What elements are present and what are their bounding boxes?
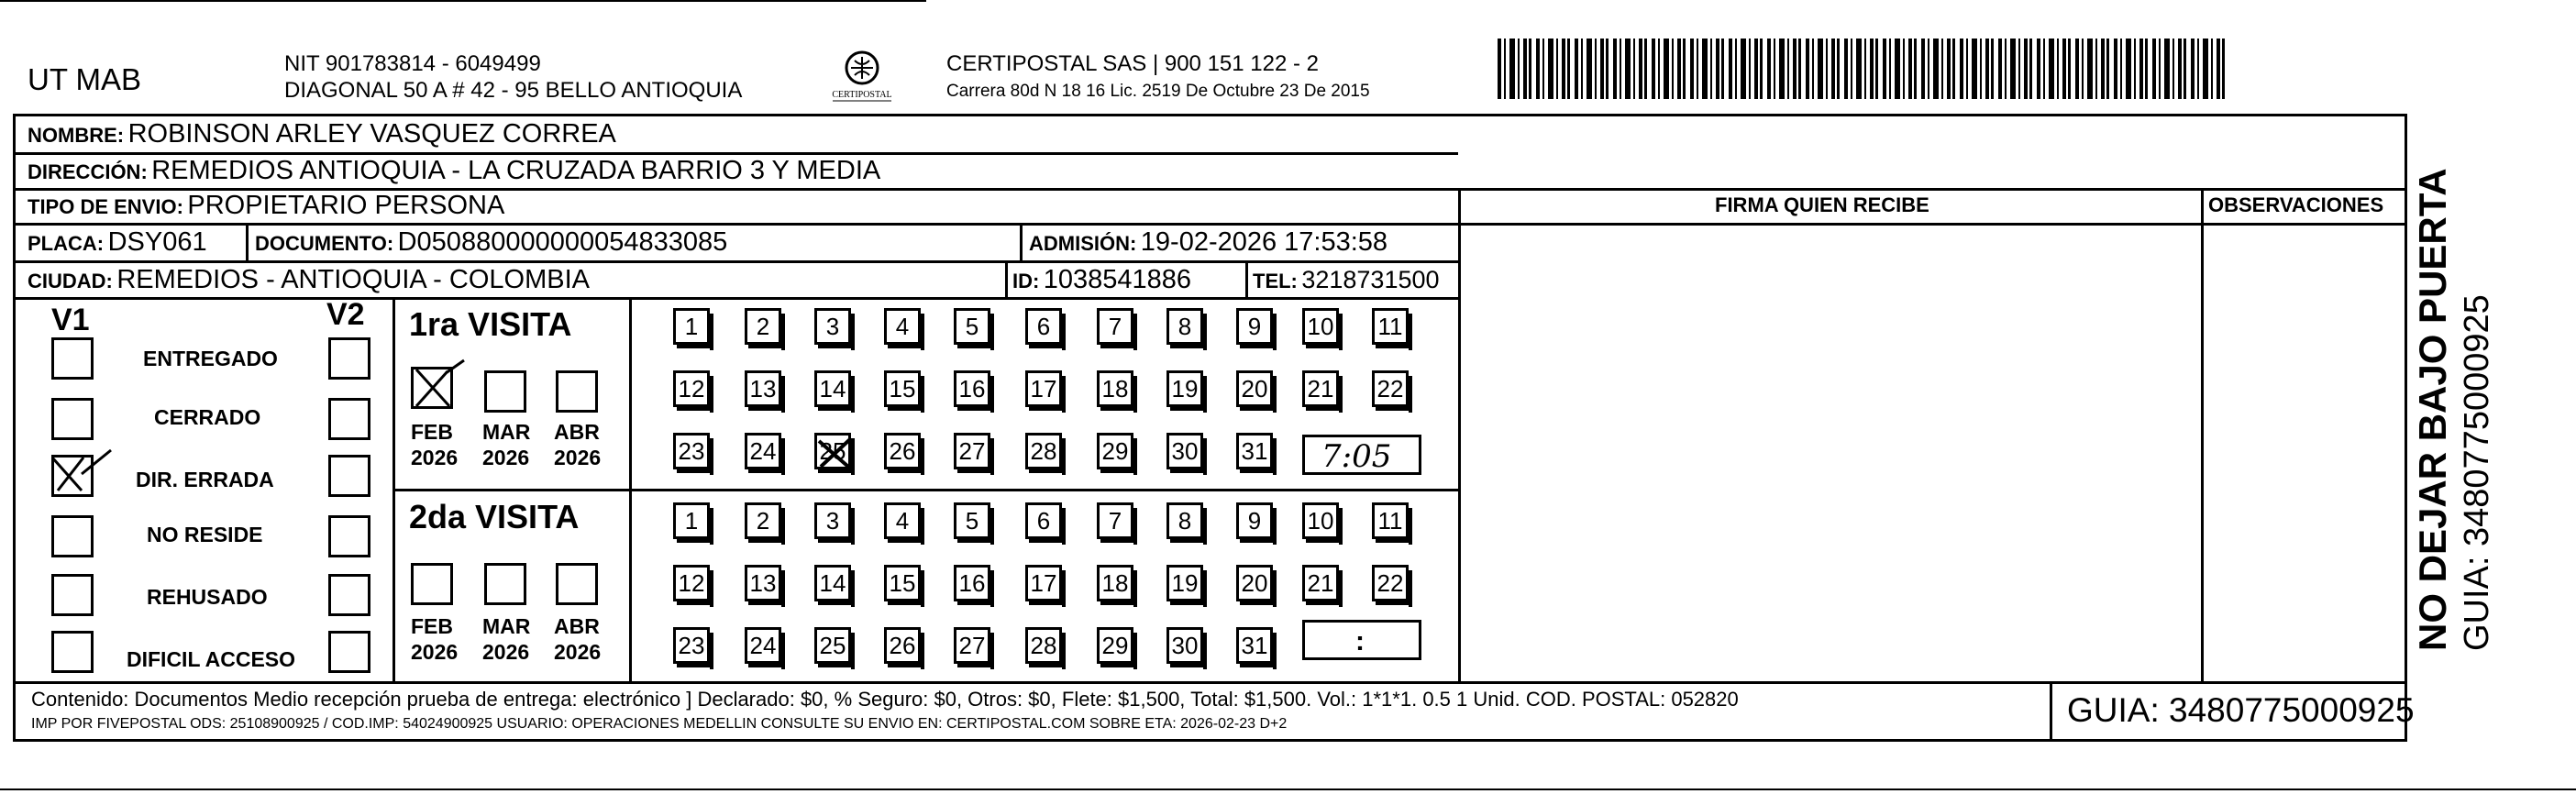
day-number: 11 bbox=[1377, 312, 1403, 340]
first-visit-day-19[interactable] bbox=[1166, 370, 1203, 407]
second-visit-day-14[interactable] bbox=[814, 565, 851, 601]
day-number: 16 bbox=[958, 374, 986, 403]
first-visit-day-30[interactable] bbox=[1166, 433, 1203, 469]
status-entregado: ENTREGADO bbox=[143, 347, 278, 370]
certipostal-logo bbox=[816, 48, 908, 105]
cell-divider bbox=[1020, 223, 1023, 260]
second-visit-day-31[interactable] bbox=[1236, 627, 1273, 664]
day-number: 12 bbox=[678, 568, 705, 597]
day-number: 5 bbox=[965, 312, 979, 340]
second-visit-day-24[interactable] bbox=[745, 627, 781, 664]
second-visit-day-21[interactable] bbox=[1302, 565, 1339, 601]
v1-header: V1 bbox=[51, 303, 90, 337]
first-year-abr: 2026 bbox=[554, 446, 602, 469]
day-number: 9 bbox=[1247, 506, 1262, 535]
placa-row bbox=[28, 229, 207, 256]
first-visit-day-6[interactable] bbox=[1025, 308, 1062, 345]
first-visit-time: 7:05 bbox=[1321, 438, 1392, 475]
day-number: 13 bbox=[749, 374, 777, 403]
ciudad-row bbox=[28, 267, 590, 293]
second-visit-time: : bbox=[1355, 626, 1365, 656]
second-visit-title: 2da VISITA bbox=[409, 498, 580, 535]
id-label: ID: bbox=[1012, 270, 1040, 292]
status-dificil-acceso: DIFICIL ACCESO bbox=[127, 647, 296, 671]
first-month-mar: MAR bbox=[482, 420, 531, 444]
day-number: 28 bbox=[1030, 631, 1057, 659]
footer-divider bbox=[2050, 681, 2052, 742]
second-visit-day-18[interactable] bbox=[1097, 565, 1133, 601]
first-year-mar: 2026 bbox=[482, 446, 530, 469]
second-visit-day-15[interactable] bbox=[884, 565, 921, 601]
second-visit-day-26[interactable] bbox=[884, 627, 921, 664]
direccion-label: DIRECCIÓN: bbox=[28, 160, 148, 183]
day-number: 27 bbox=[958, 631, 986, 659]
day-number: 11 bbox=[1377, 506, 1403, 535]
row-line bbox=[13, 260, 1458, 263]
day-number: 17 bbox=[1030, 374, 1057, 403]
second-month-abr: ABR bbox=[554, 614, 600, 638]
day-number: 21 bbox=[1307, 568, 1334, 597]
visit-separator bbox=[392, 489, 1458, 491]
first-visit-day-5[interactable] bbox=[954, 308, 990, 345]
second-visit-day-16[interactable] bbox=[954, 565, 990, 601]
day-number: 23 bbox=[678, 631, 705, 659]
day-number: 5 bbox=[965, 506, 979, 535]
second-visit-day-12[interactable] bbox=[673, 565, 710, 601]
first-visit-day-22[interactable] bbox=[1372, 370, 1409, 407]
first-visit-time-box[interactable] bbox=[1302, 435, 1421, 475]
day-number: 24 bbox=[749, 631, 777, 659]
day-number: 7 bbox=[1108, 506, 1122, 535]
frame-top bbox=[13, 114, 2407, 116]
first-visit-day-10[interactable] bbox=[1302, 308, 1339, 345]
day-number: 22 bbox=[1376, 374, 1404, 403]
day-number: 10 bbox=[1307, 312, 1334, 340]
tel-row bbox=[1253, 268, 1440, 292]
second-visit-day-27[interactable] bbox=[954, 627, 990, 664]
second-visit-day-20[interactable] bbox=[1236, 565, 1273, 601]
day-number: 4 bbox=[895, 312, 910, 340]
v2-rehusado-checkbox[interactable] bbox=[328, 574, 370, 616]
id-value: 1038541886 bbox=[1043, 265, 1192, 294]
day-number: 29 bbox=[1101, 436, 1129, 465]
tipo-value: PROPIETARIO PERSONA bbox=[187, 191, 505, 220]
day-number: 16 bbox=[958, 568, 986, 597]
first-month-feb: FEB bbox=[411, 420, 453, 444]
documento-label: DOCUMENTO: bbox=[255, 232, 394, 255]
day-number: 30 bbox=[1171, 436, 1199, 465]
first-visit-day-14[interactable] bbox=[814, 370, 851, 407]
day-number: 21 bbox=[1307, 374, 1334, 403]
documento-row bbox=[255, 229, 727, 256]
nombre-label: NOMBRE: bbox=[28, 124, 125, 147]
v1-rehusado-checkbox[interactable] bbox=[51, 574, 94, 616]
second-visit-day-3[interactable] bbox=[814, 502, 851, 539]
status-rehusado: REHUSADO bbox=[147, 585, 268, 609]
first-visit-day-23[interactable] bbox=[673, 433, 710, 469]
id-row bbox=[1012, 267, 1191, 293]
first-visit-day-8[interactable] bbox=[1166, 308, 1203, 345]
day-number: 2 bbox=[756, 312, 770, 340]
tel-value: 3218731500 bbox=[1301, 266, 1440, 293]
v1-entregado-checkbox[interactable] bbox=[51, 337, 94, 380]
footer-line bbox=[13, 681, 2407, 684]
side-guia: GUIA: 3480775000925 bbox=[2458, 294, 2496, 651]
first-visit-mar-checkbox[interactable] bbox=[484, 370, 526, 413]
first-visit-day-12[interactable] bbox=[673, 370, 710, 407]
first-visit-day-13[interactable] bbox=[745, 370, 781, 407]
column-divider bbox=[1458, 188, 1461, 681]
cell-divider bbox=[1245, 260, 1248, 297]
documento-value: D050880000000054833085 bbox=[397, 227, 728, 257]
second-visit-day-10[interactable] bbox=[1302, 502, 1339, 539]
direccion-row bbox=[28, 158, 880, 184]
tel-label: TEL: bbox=[1253, 270, 1298, 292]
first-visit-day-3[interactable] bbox=[814, 308, 851, 345]
nombre-value: ROBINSON ARLEY VASQUEZ CORREA bbox=[127, 119, 616, 149]
second-month-mar: MAR bbox=[482, 614, 531, 638]
top-edge-line bbox=[0, 0, 926, 2]
day-number: 14 bbox=[819, 568, 846, 597]
barcode bbox=[1498, 39, 2227, 99]
first-year-feb: 2026 bbox=[411, 446, 459, 469]
day-number: 31 bbox=[1241, 436, 1268, 465]
first-visit-day-9[interactable] bbox=[1236, 308, 1273, 345]
day-number: 30 bbox=[1171, 631, 1199, 659]
company-address: DIAGONAL 50 A # 42 - 95 BELLO ANTIOQUIA bbox=[284, 78, 743, 103]
ciudad-label: CIUDAD: bbox=[28, 270, 113, 292]
footer-guia: GUIA: 3480775000925 bbox=[2067, 691, 2415, 729]
day-number: 27 bbox=[958, 436, 986, 465]
day-number: 17 bbox=[1030, 568, 1057, 597]
bottom-edge-line bbox=[0, 788, 2576, 790]
cell-divider bbox=[246, 223, 249, 260]
second-visit-day-7[interactable] bbox=[1097, 502, 1133, 539]
second-visit-day-23[interactable] bbox=[673, 627, 710, 664]
v1-dir-errada-checkbox[interactable] bbox=[51, 455, 94, 497]
v1-no-reside-checkbox[interactable] bbox=[51, 515, 94, 557]
second-year-abr: 2026 bbox=[554, 640, 602, 664]
side-warning: NO DEJAR BAJO PUERTA bbox=[2411, 168, 2454, 651]
second-visit-time-box[interactable] bbox=[1302, 620, 1421, 660]
second-visit-abr-checkbox[interactable] bbox=[556, 563, 598, 605]
first-visit-day-28[interactable] bbox=[1025, 433, 1062, 469]
side-panel bbox=[2411, 138, 2502, 651]
handwritten-x-mark bbox=[411, 360, 466, 406]
v2-dir-errada-checkbox[interactable] bbox=[328, 455, 370, 497]
second-visit-day-29[interactable] bbox=[1097, 627, 1133, 664]
first-visit-day-31[interactable] bbox=[1236, 433, 1273, 469]
frame-bottom bbox=[13, 739, 2407, 742]
first-visit-day-25[interactable] bbox=[814, 433, 851, 469]
frame-right bbox=[2405, 114, 2407, 742]
second-year-mar: 2026 bbox=[482, 640, 530, 664]
first-visit-day-18[interactable] bbox=[1097, 370, 1133, 407]
first-visit-day-11[interactable] bbox=[1372, 308, 1409, 345]
handwritten-check-mark bbox=[49, 448, 113, 494]
second-month-feb: FEB bbox=[411, 614, 453, 638]
first-visit-day-4[interactable] bbox=[884, 308, 921, 345]
day-number: 8 bbox=[1177, 506, 1192, 535]
company-nit: NIT 901783814 - 6049499 bbox=[284, 51, 541, 76]
tipo-label: TIPO DE ENVIO: bbox=[28, 195, 183, 218]
day-number: 1 bbox=[684, 312, 699, 340]
first-visit-day-15[interactable] bbox=[884, 370, 921, 407]
admision-row bbox=[1029, 229, 1388, 256]
day-number: 6 bbox=[1036, 506, 1051, 535]
ciudad-value: REMEDIOS - ANTIOQUIA - COLOMBIA bbox=[116, 265, 590, 294]
first-visit-day-29[interactable] bbox=[1097, 433, 1133, 469]
day-number: 14 bbox=[819, 374, 846, 403]
day-number: 24 bbox=[749, 436, 777, 465]
company-name: UT MAB bbox=[28, 62, 142, 96]
second-visit-mar-checkbox[interactable] bbox=[484, 563, 526, 605]
day-number: 29 bbox=[1101, 631, 1129, 659]
day-number: 15 bbox=[889, 374, 916, 403]
second-visit-day-17[interactable] bbox=[1025, 565, 1062, 601]
day-number: 26 bbox=[889, 436, 916, 465]
first-visit-day-16[interactable] bbox=[954, 370, 990, 407]
day-number: 26 bbox=[889, 631, 916, 659]
day-number: 3 bbox=[825, 506, 840, 535]
status-dir-errada: DIR. ERRADA bbox=[136, 468, 274, 491]
nombre-row bbox=[28, 121, 616, 148]
second-visit-day-30[interactable] bbox=[1166, 627, 1203, 664]
row-line bbox=[13, 152, 1458, 155]
first-visit-day-20[interactable] bbox=[1236, 370, 1273, 407]
second-visit-day-11[interactable] bbox=[1372, 502, 1409, 539]
v2-cerrado-checkbox[interactable] bbox=[328, 398, 370, 440]
v2-no-reside-checkbox[interactable] bbox=[328, 515, 370, 557]
handwritten-x-mark bbox=[812, 432, 857, 472]
second-year-feb: 2026 bbox=[411, 640, 459, 664]
placa-label: PLACA: bbox=[28, 232, 105, 255]
day-number: 13 bbox=[749, 568, 777, 597]
direccion-value: REMEDIOS ANTIOQUIA - LA CRUZADA BARRIO 3 Y MEDIA bbox=[151, 156, 881, 185]
day-number: 18 bbox=[1101, 568, 1129, 597]
second-visit-day-19[interactable] bbox=[1166, 565, 1203, 601]
day-number: 8 bbox=[1177, 312, 1192, 340]
second-visit-day-5[interactable] bbox=[954, 502, 990, 539]
first-visit-feb-checkbox[interactable] bbox=[411, 367, 453, 409]
frame-left bbox=[13, 114, 16, 742]
day-number: 6 bbox=[1036, 312, 1051, 340]
day-number: 22 bbox=[1376, 568, 1404, 597]
day-number: 15 bbox=[889, 568, 916, 597]
day-number: 18 bbox=[1101, 374, 1129, 403]
first-visit-day-2[interactable] bbox=[745, 308, 781, 345]
first-visit-day-7[interactable] bbox=[1097, 308, 1133, 345]
admision-label: ADMISIÓN: bbox=[1029, 232, 1137, 255]
v2-header: V2 bbox=[326, 297, 365, 332]
svg-text:CERTIPOSTAL: CERTIPOSTAL bbox=[832, 90, 892, 100]
first-visit-abr-checkbox[interactable] bbox=[556, 370, 598, 413]
tipo-row bbox=[28, 193, 504, 219]
first-visit-title: 1ra VISITA bbox=[409, 305, 572, 343]
day-number: 31 bbox=[1241, 631, 1268, 659]
column-divider bbox=[2201, 188, 2204, 681]
status-no-reside: NO RESIDE bbox=[147, 523, 263, 546]
day-number: 3 bbox=[825, 312, 840, 340]
first-visit-day-27[interactable] bbox=[954, 433, 990, 469]
day-number: 25 bbox=[819, 631, 846, 659]
admision-value: 19-02-2026 17:53:58 bbox=[1140, 227, 1388, 257]
day-number: 12 bbox=[678, 374, 705, 403]
v1-dificil-acceso-checkbox[interactable] bbox=[51, 631, 94, 673]
day-number: 10 bbox=[1307, 506, 1334, 535]
second-visit-day-1[interactable] bbox=[673, 502, 710, 539]
day-number: 19 bbox=[1171, 374, 1199, 403]
first-visit-day-17[interactable] bbox=[1025, 370, 1062, 407]
firma-header: FIRMA QUIEN RECIBE bbox=[1715, 193, 1929, 216]
row-line bbox=[13, 297, 1458, 300]
second-visit-day-28[interactable] bbox=[1025, 627, 1062, 664]
second-visit-day-13[interactable] bbox=[745, 565, 781, 601]
v2-dificil-acceso-checkbox[interactable] bbox=[328, 631, 370, 673]
day-number: 19 bbox=[1171, 568, 1199, 597]
row-line bbox=[13, 223, 2407, 226]
carrier-license: Carrera 80d N 18 16 Lic. 2519 De Octubre 23 De 2015 bbox=[946, 82, 1370, 101]
first-visit-day-26[interactable] bbox=[884, 433, 921, 469]
day-number: 2 bbox=[756, 506, 770, 535]
footer-imp: IMP POR FIVEPOSTAL ODS: 25108900925 / COD.IMP: 54024900925 USUARIO: OPERACIONES MEDELLIN CONSULTE SU ENVIO EN: CERTIPOSTAL.COM SOBRE ETA: 2026-02-23 D+2 bbox=[31, 716, 1288, 732]
cell-divider bbox=[1005, 260, 1008, 297]
observaciones-header: OBSERVACIONES bbox=[2208, 193, 2384, 216]
second-visit-day-9[interactable] bbox=[1236, 502, 1273, 539]
first-visit-day-1[interactable] bbox=[673, 308, 710, 345]
status-cerrado: CERRADO bbox=[154, 405, 261, 429]
second-visit-day-2[interactable] bbox=[745, 502, 781, 539]
footer-contenido: Contenido: Documentos Medio recepción prueba de entrega: electrónico ] Declarado: $0, % Seguro: $0, Otros: $0, Flete: $1,500, Total: $1,500. Vol.: 1*1*1. 0.5 1 Unid. COD. POSTAL: 052820 bbox=[31, 688, 1739, 711]
second-visit-day-22[interactable] bbox=[1372, 565, 1409, 601]
second-visit-day-8[interactable] bbox=[1166, 502, 1203, 539]
v2-entregado-checkbox[interactable] bbox=[328, 337, 370, 380]
day-number: 7 bbox=[1108, 312, 1122, 340]
first-visit-day-21[interactable] bbox=[1302, 370, 1339, 407]
day-number: 25 bbox=[819, 436, 846, 465]
second-visit-day-25[interactable] bbox=[814, 627, 851, 664]
placa-value: DSY061 bbox=[107, 227, 207, 257]
day-number: 4 bbox=[895, 506, 910, 535]
day-number: 20 bbox=[1241, 374, 1268, 403]
row-line bbox=[1458, 188, 2407, 191]
second-visit-day-6[interactable] bbox=[1025, 502, 1062, 539]
day-number: 23 bbox=[678, 436, 705, 465]
v1-cerrado-checkbox[interactable] bbox=[51, 398, 94, 440]
day-number: 1 bbox=[684, 506, 699, 535]
day-number: 28 bbox=[1030, 436, 1057, 465]
first-visit-day-24[interactable] bbox=[745, 433, 781, 469]
second-visit-day-4[interactable] bbox=[884, 502, 921, 539]
day-number: 9 bbox=[1247, 312, 1262, 340]
day-number: 20 bbox=[1241, 568, 1268, 597]
first-month-abr: ABR bbox=[554, 420, 600, 444]
second-visit-feb-checkbox[interactable] bbox=[411, 563, 453, 605]
carrier-name: CERTIPOSTAL SAS | 900 151 122 - 2 bbox=[946, 51, 1319, 76]
